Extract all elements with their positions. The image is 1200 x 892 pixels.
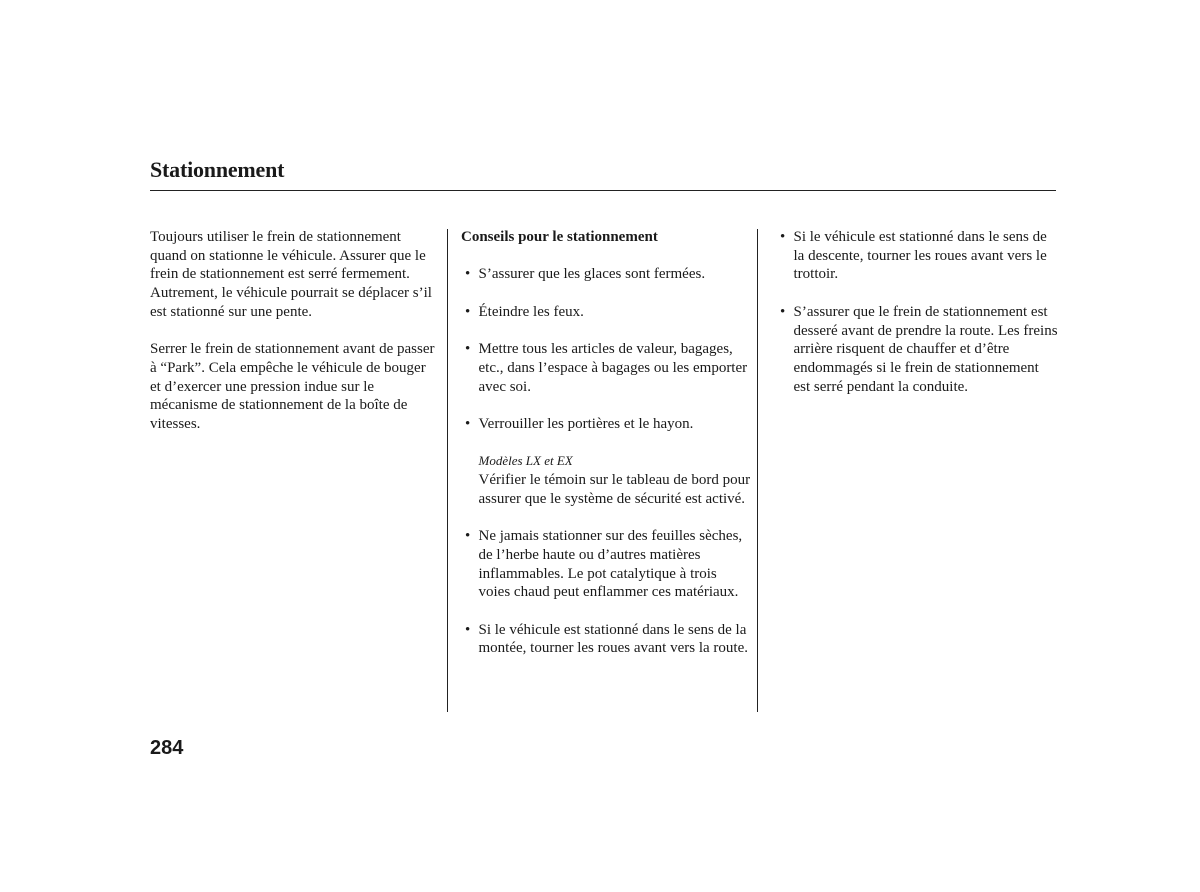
- bullet-icon: •: [465, 621, 471, 638]
- paragraph-park-position: Serrer le frein de stationnement avant de passer à “Park”. Cela empêche le véhicule de bouger et d’exercer une pression indue sur le mécanisme de stationnement de la boîte de vitesses.: [150, 341, 435, 433]
- title-rule: [150, 190, 1056, 191]
- page-title: Stationnement: [150, 157, 285, 182]
- list-item: [461, 527, 751, 602]
- list-item: [461, 303, 751, 322]
- paragraph-parking-brake: Toujours utiliser le frein de stationnement quand on stationne le véhicule. Assurer que le frein de stationnement est serré fermement. Autrement, le véhicule pourrait se déplacer s’il est stationné sur une pente.: [150, 229, 432, 320]
- list-item-text: S’assurer que les glaces sont fermées.: [478, 266, 706, 283]
- bullet-icon: •: [465, 528, 471, 545]
- list-item-text: Verrouiller les portières et le hayon.: [478, 415, 694, 432]
- list-item-text: Si le véhicule est stationné dans le sens de la montée, tourner les roues avant vers la route.: [478, 621, 748, 657]
- list-item: [461, 415, 751, 434]
- bullet-icon: •: [465, 303, 471, 320]
- list-item: [776, 303, 1058, 397]
- list-item-text: S’assurer que le frein de stationnement est desseré avant de prendre la route. Les freins arrière risquent de chauffer et d’être endommagés si le frein de stationnement est serré pendant la conduite.: [793, 303, 1058, 395]
- column-1: [150, 228, 435, 434]
- bullet-icon: •: [780, 303, 786, 320]
- model-note-label: Modèles LX et EX: [478, 453, 573, 469]
- list-item: [461, 340, 751, 396]
- column-divider-2: [757, 229, 758, 712]
- bullet-icon: •: [780, 229, 786, 245]
- column-2: [461, 228, 751, 677]
- list-item: [461, 265, 751, 284]
- column-3: [776, 228, 1058, 415]
- column-divider-1: [447, 229, 448, 712]
- bullet-icon: •: [465, 341, 471, 358]
- list-item-text: Ne jamais stationner sur des feuilles sèches, de l’herbe haute ou d’autres matières inflammables. Le pot catalytique à trois voies chaud peut enflammer ces matériaux.: [478, 528, 743, 601]
- model-note: [461, 452, 751, 508]
- list-item: [776, 228, 1058, 284]
- bullet-icon: •: [465, 415, 471, 432]
- model-note-text: Vérifier le témoin sur le tableau de bord pour assurer que le système de sécurité est activé.: [478, 472, 751, 507]
- list-item-text: Éteindre les feux.: [478, 303, 584, 320]
- list-item: [461, 621, 751, 658]
- page-number: 284: [150, 737, 184, 759]
- section-heading: Conseils pour le stationnement: [461, 229, 658, 245]
- list-item-text: Mettre tous les articles de valeur, bagages, etc., dans l’espace à bagages ou les emporter avec soi.: [478, 341, 748, 395]
- bullet-icon: •: [465, 266, 471, 283]
- list-item-text: Si le véhicule est stationné dans le sens de la descente, tourner les roues avant vers le trottoir.: [793, 229, 1047, 283]
